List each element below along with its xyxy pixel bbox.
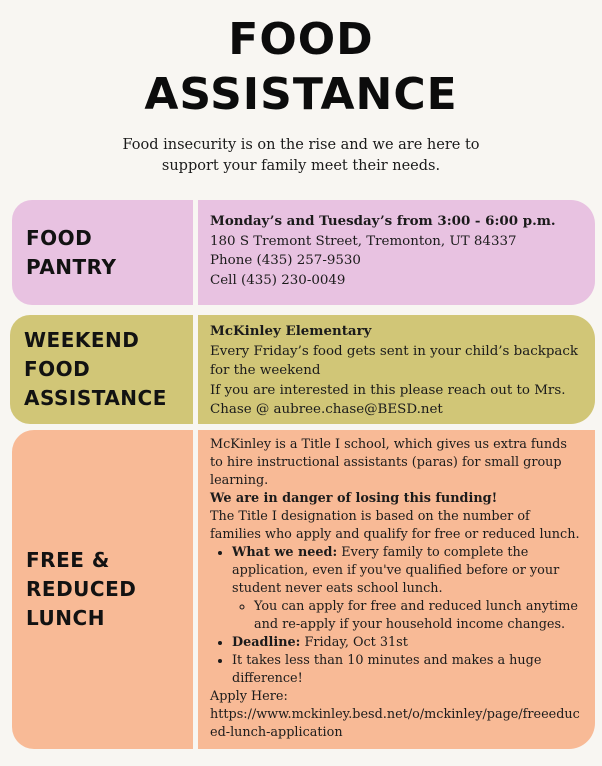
- free-reduced-lunch-details: [198, 430, 595, 749]
- lunch-intro: McKinley is a Title I school, which gives us extra funds to hire instructional assistants (paras) for small group learning.: [210, 437, 567, 488]
- pantry-hours: Monday’s and Tuesday’s from 3:00 - 6:00 p.m.: [210, 213, 556, 229]
- page-title-line-2: ASSISTANCE: [144, 69, 458, 120]
- lunch-sub-item: ◦ You can apply for free and reduced lunch anytime and re-apply if your household income changes.: [254, 598, 583, 634]
- deadline-label: Deadline:: [232, 635, 301, 650]
- free-reduced-lunch-heading: FREE & REDUCED LUNCH: [12, 430, 193, 749]
- food-pantry-details: [198, 200, 595, 305]
- lunch-list: [210, 544, 583, 688]
- subtitle-line-2: support your family meet their needs.: [161, 158, 441, 174]
- need-label: What we need:: [232, 545, 338, 560]
- weekend-food-heading: WEEKEND FOOD ASSISTANCE: [10, 315, 193, 424]
- weekend-school: McKinley Elementary: [210, 323, 372, 339]
- lunch-sub-list: [232, 598, 583, 634]
- need-text: Every family to complete the application, even if you've qualified before or your student never eats school lunch.: [232, 545, 560, 596]
- weekend-food-details: [198, 315, 595, 424]
- page-title-line-1: FOOD: [228, 14, 374, 65]
- lunch-deadline-item: [232, 634, 583, 652]
- lunch-time-note: • It takes less than 10 minutes and makes a huge difference!: [232, 652, 583, 688]
- pantry-address: 180 S Tremont Street, Tremonton, UT 84337: [210, 233, 517, 249]
- apply-label: Apply Here:: [210, 689, 288, 704]
- lunch-warning: We are in danger of losing this funding!: [210, 491, 498, 506]
- weekend-text-1: Every Friday’s food gets sent in your child’s backpack for the weekend: [210, 343, 578, 379]
- deadline-text: Friday, Oct 31st: [300, 635, 408, 650]
- pantry-cell: Cell (435) 230-0049: [210, 272, 346, 288]
- lunch-designation: The Title I designation is based on the number of families who apply and qualify for free or reduced lunch.: [210, 509, 580, 542]
- food-pantry-heading: FOOD PANTRY: [12, 200, 193, 305]
- subtitle: [0, 135, 602, 177]
- pantry-phone: Phone (435) 257-9530: [210, 253, 361, 269]
- weekend-text-2: If you are interested in this please reach out to Mrs. Chase @ aubree.chase@BESD.net: [210, 382, 566, 418]
- lunch-need-item: [232, 544, 583, 634]
- subtitle-line-1: Food insecurity is on the rise and we are here to: [122, 137, 480, 153]
- apply-link[interactable]: https://www.mckinley.besd.net/o/mckinley/page/freeeduced-lunch-application: [210, 707, 580, 740]
